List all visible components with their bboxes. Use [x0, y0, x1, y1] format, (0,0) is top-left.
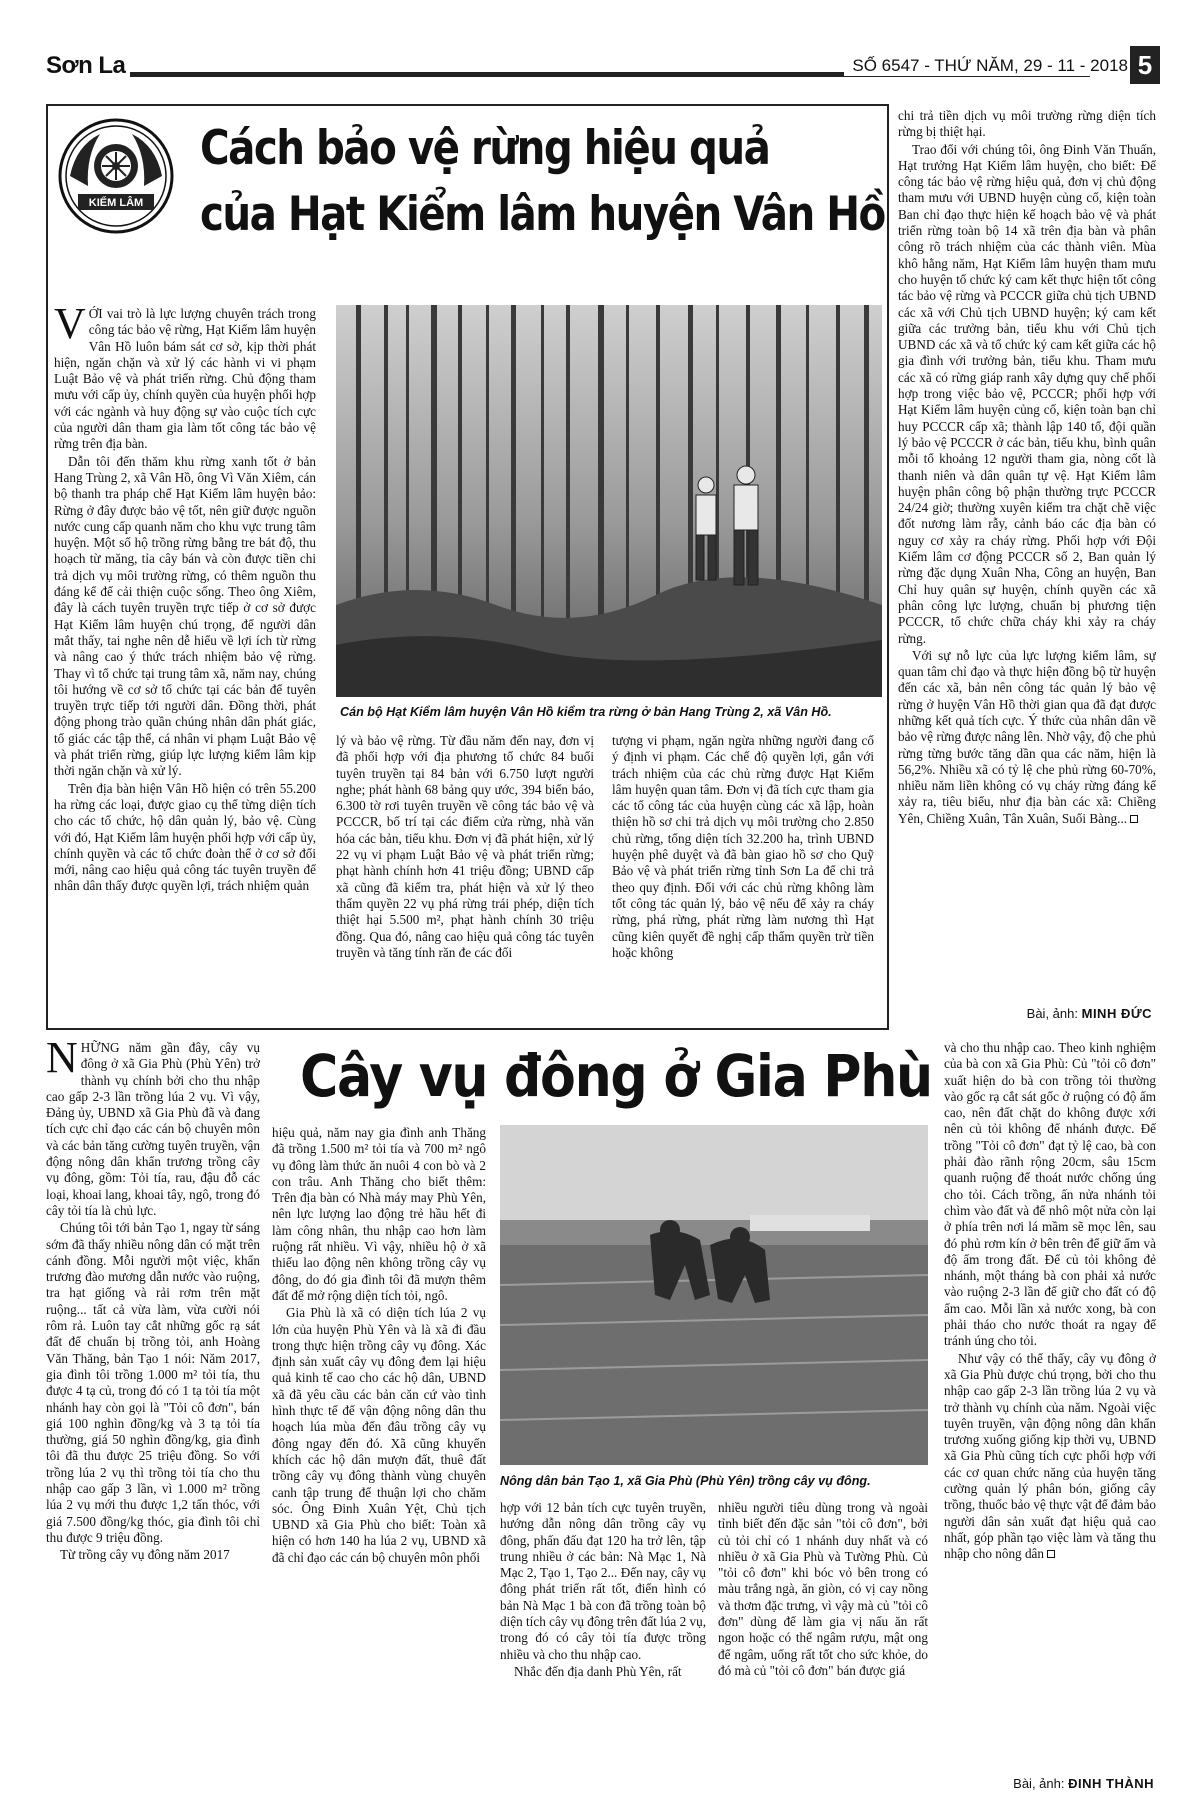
bamboo-forest-image — [336, 305, 882, 697]
article1-caption: Cán bộ Hạt Kiểm lâm huyện Vân Hồ kiểm tra rừng ở bản Hang Trùng 2, xã Vân Hồ. — [340, 705, 832, 719]
article2-paragraph: Chúng tôi tới bản Tạo 1, ngay từ sáng sớm đã thấy nhiều nông dân có mặt trên cánh đồng. Mỗi người một việc, khẩn trương đào mương dẫn nước vào ruộng, tra hạt giống và rải rơm trên mặt ruộng... tất cả vừa làm, vừa cười nói rôm rả. Luôn tay cắt những gốc rạ sát đất để chuẩn bị trồng tỏi, anh Hoàng Văn Thăng, bản Tạo 1 nói: Năm 2017, gia đình tôi trồng 1.000 m² tỏi tía, thu được 4 tạ củ, trong đó có 1 tạ tỏi tía một nhánh hay còn gọi là "Tỏi cô đơn", bán giá 100 nghìn đồng/kg và 3 tạ tỏi tía thường, giá 50 nghìn đồng/kg, gia đình tôi đã thu được 25 triệu đồng. So với trồng lúa 2 vụ thì trồng tỏi tía cho thu nhập cao gấp 3 lần, vì 1.000 m² trồng lúa 2 vụ mới thu được 1,2 tấn thóc, với giá 7.500 đồng/kg thóc, gia đình tôi chỉ thu được 9 triệu đồng. — [46, 1220, 260, 1545]
article1-photo — [336, 305, 882, 697]
article2-dropcap: N — [46, 1040, 78, 1082]
article1-col4 — [898, 108, 1156, 998]
article2-byline — [944, 1776, 1154, 1791]
article1-paragraph: Trên địa bàn hiện Vân Hồ hiện có trên 55.200 ha rừng các loại, được giao cụ thể từng diện tích cho các tổ chức, hộ dân quản lý, bảo vệ. Cùng với đó, Hạt Kiểm lâm huyện phối hợp với cấp ủy, chính quyền và các tổ chức đoàn thể ở cơ sở đổi mới, nâng cao hiệu quả công tác tuyên truyền để nhân dân thấy được quyền lợi, trách nhiệm quản — [54, 780, 316, 894]
article1-title-line1: Cách bảo vệ rừng hiệu quả — [200, 121, 770, 176]
article2-caption: Nông dân bản Tạo 1, xã Gia Phù (Phù Yên) trồng cây vụ đông. — [500, 1474, 871, 1488]
article2-paragraph: nhiều người tiêu dùng trong và ngoài tỉnh biết đến đặc sản "tỏi cô đơn", bởi củ tỏi chỉ có 1 nhánh duy nhất và có nhiều ở xã Gia Phù và Tường Phù. Củ "tỏi cô đơn" khi bóc vỏ bên trong có màu trắng ngà, ăn giòn, có vị cay nồng và thơm đặc trưng, vì vậy mà củ "tỏi cô đơn" dùng để làm gia vị nấu ăn rất ngon hoặc có thể ngâm rượu, mật ong để ngâm, uống rất tốt cho sức khỏe, do đó mà củ "tỏi cô đơn" bán được giá — [718, 1500, 928, 1678]
article2-paragraph: Nhắc đến địa danh Phù Yên, rất — [514, 1663, 682, 1679]
logo-text: KIỂM LÂM — [88, 197, 144, 209]
issue-info: SỐ 6547 - THỨ NĂM, 29 - 11 - 2018 — [844, 56, 1128, 76]
article2-paragraph: Như vậy có thể thấy, cây vụ đông ở xã Gia Phù được chú trọng, bởi cho thu nhập cao gấp 2-3 lần trồng lúa 2 vụ và trở thành vụ chính của năm. Ngoài việc tuyên truyền, vận động nông dân khẩn trương xuống giống kịp thời vụ, UBND xã Gia Phù cũng tích cực phối hợp với các cơ quan chức năng của huyện tăng cường quản lý phân bón, giống cây trồng, thuốc bảo vệ thực vật để đảm bảo người dân sản xuất đạt hiệu quả cao nhất, góp phần tạo việc làm và tăng thu nhập cho nông dân — [944, 1350, 1156, 1562]
forest-ranger-emblem-icon — [56, 116, 176, 236]
article2-paragraph: Từ trồng cây vụ đông năm 2017 — [60, 1547, 230, 1563]
end-mark-icon — [1130, 815, 1138, 823]
article2-paragraph: Gia Phù là xã có diện tích lúa 2 vụ lớn của huyện Phù Yên và là xã đi đầu trong thực hiện trồng cây vụ đông. Xác định sản xuất cây vụ đông đem lại hiệu quả kinh tế cao cho các hộ dân, UBND xã đã yêu cầu các bản căn cứ vào tình hình thực tế để vận động nông dân thu hoạch lúa mùa đến đâu trồng cây vụ đông ngay đến đó. Xã cũng khuyến khích các hộ dân mượn đất, thuê đất trồng cây vụ đông thành vùng chuyên canh tập trung để thuận lợi cho chăm sóc. Ông Đinh Xuân Yệt, Chủ tịch UBND xã Gia Phù cho biết: Toàn xã hiện có hơn 140 ha lúa 2 vụ, UBND xã đã chỉ đạo các cán bộ chuyên môn phối — [272, 1305, 486, 1565]
byline-label: Bài, ảnh: — [1026, 1006, 1078, 1021]
byline-label: Bài, ảnh: — [1013, 1776, 1065, 1791]
article2-col3 — [500, 1500, 706, 1792]
article1-title — [200, 116, 885, 248]
byline-name: MINH ĐỨC — [1081, 1006, 1152, 1021]
article1-byline — [898, 1006, 1152, 1021]
article2-col5 — [944, 1040, 1156, 1770]
article1-paragraph: Trao đổi với chúng tôi, ông Đinh Văn Thuấn, Hạt trưởng Hạt Kiểm lâm huyện, cho biết: Để công tác bảo vệ rừng hiệu quả, đơn vị chủ động tham mưu với UBND huyện củng cố, kiện toàn Ban chỉ đạo thực hiện kế hoạch bảo vệ và phát triển rừng toàn bộ 14 xã trên địa bàn và phân công rõ trách nhiệm của các thành viên. Mùa khô hằng năm, Hạt Kiểm lâm huyện tham mưu cho huyện tổ chức ký cam kết thực hiện tốt công tác bảo vệ rừng và PCCCR giữa chủ tịch UBND các xã với Chủ tịch UBND huyện; ký cam kết giữa các trưởng bản, tiểu khu với Chủ tịch UBND các xã và tổ chức ký cam kết giữa các hộ gia đình với trưởng bản, tiểu khu. Tham mưu các xã có rừng giáp ranh xây dựng quy chế phối hợp trong việc bảo vệ, PCCCR; phối hợp với Hạt Kiểm lâm huyện củng cố, kiện toàn bạn chỉ huy PCCCR cấp xã; thành lập 140 tổ, đội quần lý bảo vệ PCCCR ở các bản, tiểu khu, bình quân mỗi tổ khoảng 12 người tham gia, nòng cốt là thanh niên và dân quân tự vệ. Hạt Kiểm lâm huyện phân công bộ phận thường trực PCCCR 24/24 giờ; thường xuyên kiểm tra chặt chẽ việc đốt nương làm rẫy, cảnh báo các địa bàn có nguy cơ xảy ra cháy rừng. Phối hợp với Đội Kiểm lâm cơ động PCCCR số 2, Ban quản lý rừng đặc dụng Xuân Nha, Công an huyện, Ban Chỉ huy quân sự huyện, chính quyền các xã phân công lực lượng, chuẩn bị phương tiện PCCCR, tổ chức chữa cháy khi xảy ra cháy rừng. — [898, 141, 1156, 646]
article2-paragraph: HỮNG năm gần đây, cây vụ đông ở xã Gia Phù (Phù Yên) trở thành vụ chính bởi cho thu nhập cao gấp 2-3 lần trồng lúa 2 vụ. Vì vậy, Đảng ủy, UBND xã Gia Phù đã và đang tích cực chỉ đạo các cán bộ chuyên môn và các bản tăng cường tuyên truyền, vận động nông dân khẩn trương trồng cây vụ đông, gồm: Tỏi tía, rau, đậu đỗ các loại, khoai lang, khoai tây, ngô, trong đó cây tỏi tía là chủ lực. — [46, 1040, 260, 1218]
article2-col1 — [46, 1040, 260, 1792]
article2-paragraph: hiệu quả, năm nay gia đình anh Thăng đã trồng 1.500 m² tỏi tía và 700 m² ngô vụ đông làm thức ăn nuôi 4 con bò và 2 con trâu. Anh Thăng cho biết thêm: Trên địa bàn có Nhà máy may Phù Yên, nên lực lượng lao động trẻ hầu hết đi làm công nhân, thu nhập cao hơn làm ruộng rất nhiều. Vì vậy, nhiều hộ ở xã thiếu lao động nên không trồng cây vụ đông, do đó gia đình tôi đã mượn thêm đất để mở rộng diện tích tỏi, ngô. — [272, 1125, 486, 1303]
article2-col2 — [272, 1125, 486, 1792]
article1-paragraph: Với sự nỗ lực của lực lượng kiểm lâm, sự quan tâm chỉ đạo và thực hiện đồng bộ từ huyện đến các xã, bản nên công tác quản lý bảo vệ rừng ở huyện Vân Hồ thời gian qua đã đạt được những kết quả tích cực. Ý thức của nhân dân về bảo vệ rừng được nâng lên. Nhờ vậy, độ che phủ rừng từng bước tăng dần qua các năm, hiện là 56,2%. Nhiều xã có tỷ lệ che phủ rừng 60-70%, nhiều năm liền không có vụ cháy rừng đáng kể xảy ra, tiêu biểu, như địa bàn các xã: Chiềng Yên, Chiềng Xuân, Tân Xuân, Suối Bàng... — [898, 647, 1156, 826]
page-number: 5 — [1130, 46, 1160, 84]
article2-photo — [500, 1125, 928, 1465]
article2-paragraph: và cho thu nhập cao. Theo kinh nghiệm của bà con xã Gia Phù: Củ "tỏi cô đơn" xuất hiện do bà con trồng tỏi thường vào gốc rạ cắt sát gốc ở ruộng có độ ẩm cao, nên đất chặt do không được xới nên củ tỏi không để nhánh được. Để trồng "Tỏi cô đơn" đạt tỷ lệ cao, bà con phải đào rãnh rộng 20cm, sâu 15cm quanh ruộng để thoát nước chống úng cho tỏi. Cách trồng, ấn nửa nhánh tỏi chìm vào đất và để nhô một nửa còn lại ở phía trên nơi lá mầm sẽ mọc lên, sau đó phủ rơm kín ở bên trên để giữ ẩm và độ ẩm trong đất. Để củ tỏi không đẻ nhánh, một tháng bà con phải xả nước vào ruộng 2-3 lần để giữ cho đất có độ ẩm cao. Mỗi lần xả nước xong, bà con phải tháo cho nước thoát ra ngay để tránh úng cho tỏi. — [944, 1040, 1156, 1349]
section-name: Sơn La — [46, 52, 126, 79]
article1-paragraph: chi trả tiền dịch vụ môi trường rừng diện tích rừng bị thiệt hại. — [898, 108, 1156, 140]
byline-name: ĐINH THÀNH — [1068, 1776, 1154, 1791]
article1-paragraph: tượng vi phạm, ngăn ngừa những người đang cố ý định vi phạm. Các chế độ quyền lợi, gắn với trách nhiệm của các chủ rừng được Hạt Kiểm lâm huyện quan tâm. Đơn vị đã tích cực tham gia các tổ công tác của huyện cùng các xã lập, hoàn thiện hồ sơ chi trả dịch vụ môi trường cho 2.850 chủ rừng, tổng diện tích 32.200 ha, trình UBND huyện phê duyệt và đã bàn giao hồ sơ cho Quỹ Bảo vệ và phát triển rừng tỉnh Sơn La để chi trả theo quy định. Đối với các chủ rừng không làm tốt công tác quản lý, bảo vệ nếu để xảy ra cháy rừng, phá rừng, phát rừng làm nương thì Hạt cũng kiên quyết đề nghị cấp thẩm quyền trừ tiền hoặc không — [612, 733, 874, 960]
article1-paragraph: Dẫn tôi đến thăm khu rừng xanh tốt ở bản Hang Trùng 2, xã Vân Hồ, ông Vì Văn Xiêm, cán bộ thanh tra pháp chế Hạt Kiểm lâm huyện bảo: Rừng ở đây được bảo vệ tốt, nên giữ được nguồn nước cung cấp quanh năm cho khu vực trung tâm huyện. Một số hộ trồng rừng bằng tre bát độ, thu hoạch từ măng, tỉa cây bán và còn được tiền chi trả dịch vụ môi trường rừng, có thêm nguồn thu đáng kể để cải thiện cuộc sống. Theo ông Xiêm, đây là cách tuyên truyền trực tiếp ở cơ sở được Hạt Kiểm lâm huyện chú trọng, để người dân mắt thấy, tai nghe nên dễ hiểu về lợi ích từ rừng và nâng cao ý thức trách nhiệm bảo vệ rừng. Thay vì tổ chức tại trung tâm xã, năm nay, chúng tôi hướng về cơ sở tổ chức tại các bản để tuyên truyền trực tiếp tới người dân. Đồng thời, phát động phong trào quần chúng nhân dân phát giác, tố giác các tập thể, cá nhân vi phạm Luật Bảo vệ và phát triển rừng, giúp lực lượng kiểm lâm kịp thời ngăn chặn và xử lý. — [54, 453, 316, 779]
article1-paragraph: ỚI vai trò là lực lượng chuyên trách trong công tác bảo vệ rừng, Hạt Kiểm lâm huyện Vân Hồ luôn bám sát cơ sở, kịp thời phát hiện, ngăn chặn và xử lý các hành vi vi phạm Luật Bảo vệ và phát triển rừng. Chủ động tham mưu với cấp ủy, chính quyền của huyện phối hợp với các ngành và huy động sự vào cuộc tích cực của người dân tham gia làm tốt công tác bảo vệ rừng trên địa bàn. — [54, 306, 316, 452]
article1-paragraph: lý và bảo vệ rừng. Từ đầu năm đến nay, đơn vị đã phối hợp với địa phương tổ chức 84 buổi tuyên truyền tại 84 bản với 6.750 lượt người nghe; phát hành 68 bảng quy ước, 394 biển báo, 6.300 tờ rơi tuyên truyền về công tác bảo vệ và PCCCR, bố trí tại các điểm cửa rừng, nhà văn hóa các bản, tiểu khu. Đơn vị đã phát hiện, xử lý 22 vụ vi phạm Luật Bảo vệ và phát triển rừng; phạt hành chính hơn 41 triệu đồng; UBND cấp xã cũng đã kiểm tra, phát hiện và xử lý theo thẩm quyền 22 vụ phá rừng trái phép, diện tích thiệt hại 5.500 m², phạt hành chính 30 triệu đồng. Qua đó, nâng cao hiệu quả công tác tuyên truyền và tăng tính răn đe các đối — [336, 733, 594, 960]
article1-dropcap: V — [54, 306, 86, 348]
article1-col3 — [612, 733, 874, 1018]
article1-title-line2: của Hạt Kiểm lâm huyện Vân Hồ — [200, 187, 885, 242]
article2-title: Cây vụ đông ở Gia Phù — [300, 1042, 932, 1110]
end-mark-icon — [1047, 1550, 1055, 1558]
article2-paragraph: hợp với 12 bản tích cực tuyên truyền, hướng dẫn nông dân trồng cây vụ đông, phấn đấu đạt 120 ha trở lên, tập trung nhiều ở các bản: Nà Mạc 1, Nà Mạc 2, Tạo 1, Tạo 2... Đến nay, cây vụ đông phát triển rất tốt, điển hình có bản Nà Mạc 1 bà con đã trồng toàn bộ diện tích cây vụ đông trên đất lúa 2 vụ, trong đó có cây tỏi tía được trồng nhiều và cho thu nhập cao. — [500, 1500, 706, 1662]
article1-col1 — [54, 306, 316, 1021]
article1-col2 — [336, 733, 594, 1018]
article2-col4 — [718, 1500, 928, 1792]
farmers-field-image — [500, 1125, 928, 1465]
